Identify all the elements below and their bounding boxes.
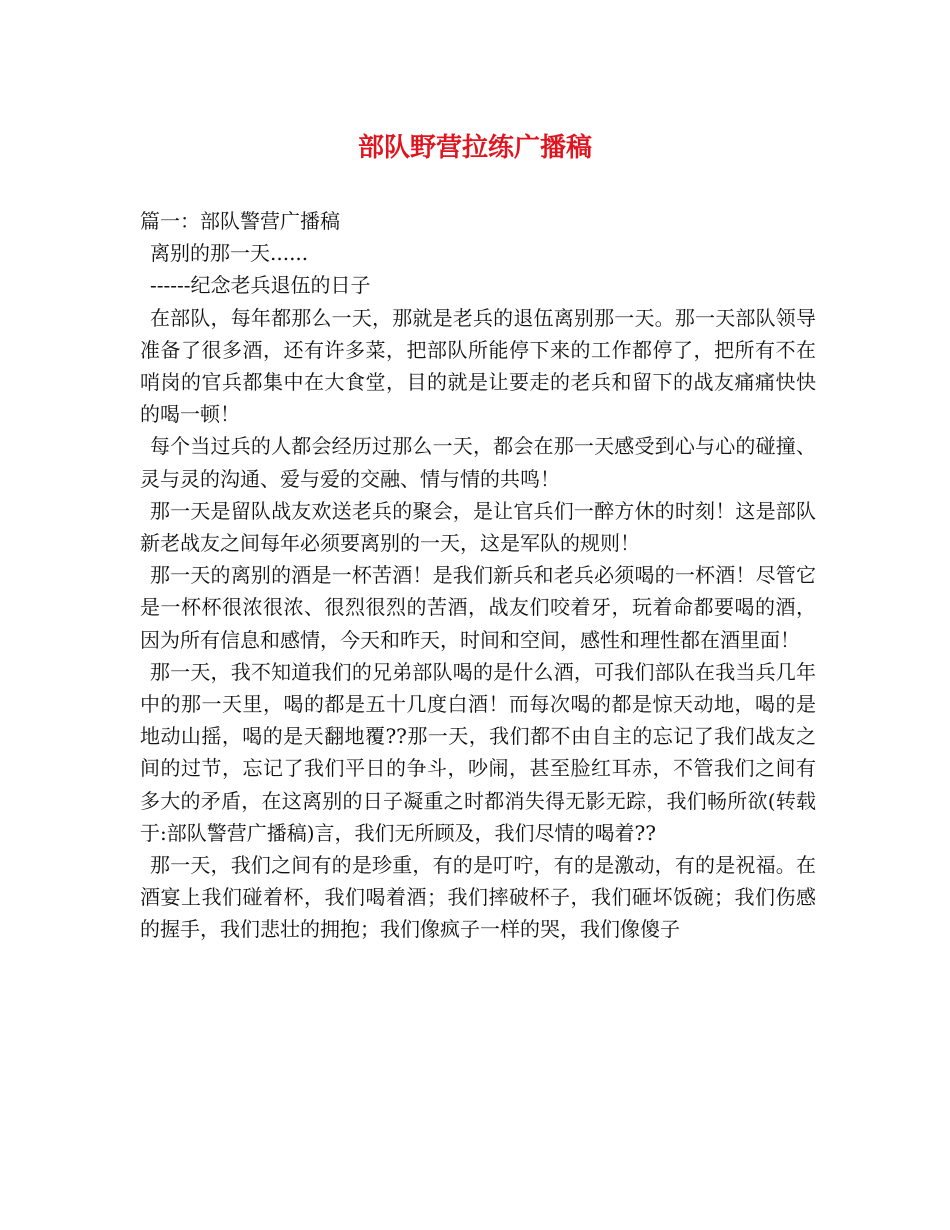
paragraph: ------纪念老兵退伍的日子 — [150, 273, 371, 298]
paragraph: 那一天，我不知道我们的兄弟部队喝的是什么酒，可我们部队在我当兵几年中的那一天里，喝的都是五十几度白酒！而每次喝的都是惊天动地，喝的是地动山摇，喝的是天翻地覆??那一天，我们都不由自主的忘记了我们战友之间的过节，忘记了我们平日的争斗，吵闹，甚至脸红耳赤，不管我们之间有多大的矛盾，在这离别的日子凝重之时都消失得无影无踪，我们畅所欲(转载于:部队警营广播稿)言，我们无所顾及，我们尽情的喝着?? — [140, 659, 816, 845]
paragraph: 那一天是留队战友欢送老兵的聚会，是让官兵们一醉方休的时刻！这是部队新老战友之间每年必须要离别的一天，这是军队的规则！ — [140, 498, 816, 556]
document-body — [140, 205, 816, 946]
section-heading: 篇一：部队警营广播稿 — [140, 209, 340, 233]
paragraph: 那一天的离别的酒是一杯苦酒！是我们新兵和老兵必须喝的一杯酒！尽管它是一杯杯很浓很浓、很烈很烈的苦酒，战友们咬着牙，玩着命都要喝的酒，因为所有信息和感情，今天和昨天，时间和空间，感性和理性都在酒里面！ — [140, 563, 816, 652]
paragraph: 那一天，我们之间有的是珍重，有的是叮咛，有的是激动，有的是祝福。在酒宴上我们碰着杯，我们喝着酒；我们摔破杯子，我们砸坏饭碗；我们伤感的握手，我们悲壮的拥抱；我们像疯子一样的哭，我们像傻子 — [140, 853, 816, 942]
paragraph: 离别的那一天...... — [150, 241, 309, 266]
document-title: 部队野营拉练广播稿 — [357, 133, 592, 163]
paragraph: 在部队，每年都那么一天，那就是老兵的退伍离别那一天。那一天部队领导准备了很多酒，还有许多菜，把部队所能停下来的工作都停了，把所有不在哨岗的官兵都集中在大食堂，目的就是让要走的老兵和留下的战友痛痛快快的喝一顿！ — [140, 305, 816, 427]
paragraph: 每个当过兵的人都会经历过那么一天，都会在那一天感受到心与心的碰撞、灵与灵的沟通、爱与爱的交融、情与情的共鸣！ — [140, 434, 816, 491]
